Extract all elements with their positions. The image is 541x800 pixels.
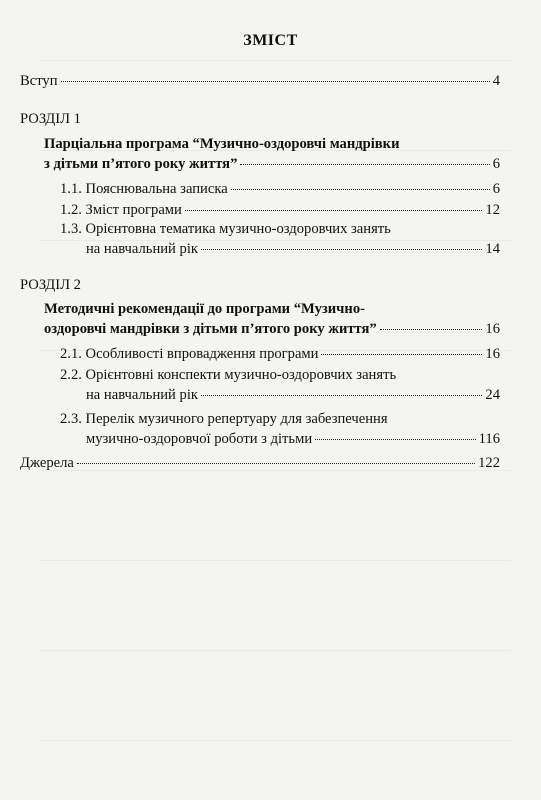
toc-entry-label: Вступ: [20, 73, 58, 89]
bleed-through-line: [40, 650, 511, 651]
toc-entry-page: 6: [492, 156, 500, 172]
toc-entry-page: 14: [485, 241, 500, 257]
dot-leader: [380, 329, 483, 330]
toc-entry-page: 12: [485, 202, 500, 218]
dot-leader: [201, 395, 482, 396]
section-2-title-line-2: оздоровчі мандрівки з дітьми п’ятого року життя”: [44, 321, 377, 337]
toc-entry-page: 116: [478, 431, 500, 447]
section-2-title-line-1[interactable]: Методичні рекомендації до програми “Музично-: [44, 301, 365, 317]
toc-entry-label: Джерела: [20, 455, 74, 471]
toc-entry-label: на навчальний рік: [86, 241, 198, 257]
dot-leader: [315, 439, 476, 440]
toc-entry-intro[interactable]: [20, 72, 500, 90]
toc-entry-page: 16: [485, 346, 500, 362]
toc-entry-page: 24: [485, 387, 500, 403]
dot-leader: [201, 249, 482, 250]
toc-entry-2-1[interactable]: [60, 345, 500, 363]
toc-entry-section-1[interactable]: [44, 155, 500, 173]
bleed-through-line: [40, 560, 511, 561]
toc-entry-2-2-line-1[interactable]: 2.2. Орієнтовні конспекти музично-оздоровчих занять: [60, 367, 397, 383]
toc-entry-1-1[interactable]: [60, 180, 500, 198]
dot-leader: [240, 164, 489, 165]
dot-leader: [231, 189, 490, 190]
toc-entry-1-3-line-1[interactable]: 1.3. Орієнтовна тематика музично-оздоровчих занять: [60, 221, 391, 237]
toc-entry-1-3[interactable]: [86, 240, 500, 258]
dot-leader: [321, 354, 482, 355]
toc-entry-label: 2.1. Особливості впровадження програми: [60, 346, 319, 362]
dot-leader: [77, 463, 475, 464]
section-1-heading: РОЗДІЛ 1: [20, 111, 81, 127]
section-1-title-line-2: з дітьми п’ятого року життя”: [44, 156, 238, 172]
section-1-title-line-1[interactable]: Парціальна програма “Музично-оздоровчі мандрівки: [44, 136, 400, 152]
toc-entry-section-2[interactable]: [44, 320, 500, 338]
toc-entry-label: 1.2. Зміст програми: [60, 202, 182, 218]
bleed-through-line: [40, 60, 511, 61]
toc-entry-page: 4: [492, 73, 500, 89]
dot-leader: [185, 210, 483, 211]
bleed-through-line: [40, 740, 511, 741]
toc-entry-label: на навчальний рік: [86, 387, 198, 403]
toc-entry-sources[interactable]: [20, 454, 500, 472]
toc-entry-1-2[interactable]: [60, 201, 500, 219]
dot-leader: [61, 81, 490, 82]
toc-entry-label: музично-оздоровчої роботи з дітьми: [86, 431, 313, 447]
toc-entry-2-3[interactable]: [86, 430, 500, 448]
toc-entry-label: 1.1. Пояснювальна записка: [60, 181, 228, 197]
toc-entry-page: 16: [485, 321, 500, 337]
toc-title: ЗМІСТ: [243, 32, 298, 49]
toc-entry-page: 122: [478, 455, 500, 471]
section-2-heading: РОЗДІЛ 2: [20, 277, 81, 293]
toc-entry-page: 6: [492, 181, 500, 197]
toc-entry-2-3-line-1[interactable]: 2.3. Перелік музичного репертуару для забезпечення: [60, 411, 388, 427]
toc-entry-2-2[interactable]: [86, 386, 500, 404]
